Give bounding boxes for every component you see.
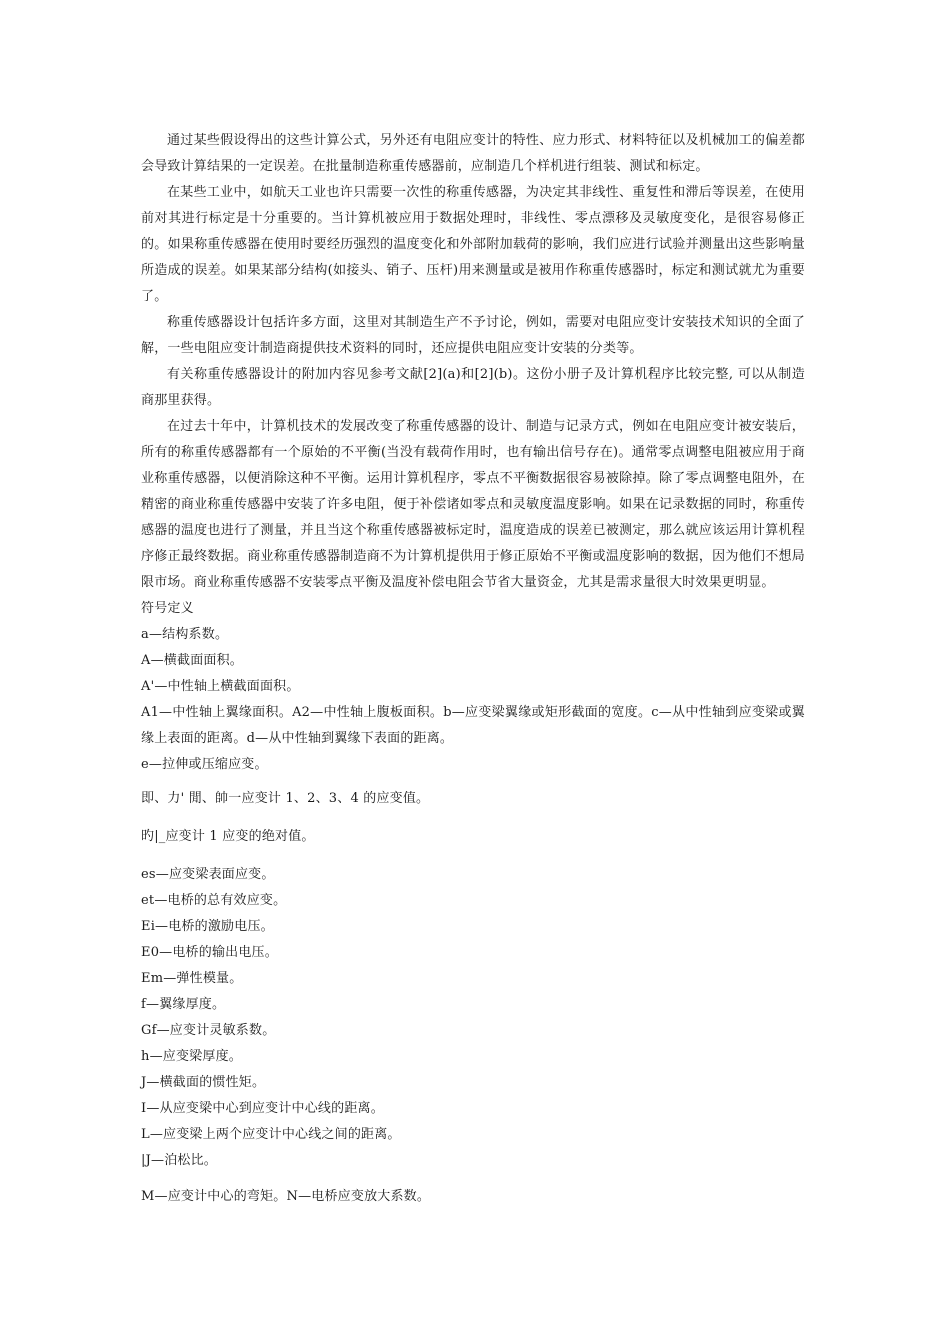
symbol-line: a—结构系数。	[141, 627, 229, 642]
symbol-line: f—翼缘厚度。	[141, 997, 226, 1012]
symbol-line: e—拉伸或压缩应变。	[141, 757, 268, 772]
symbols-heading: 符号定义	[141, 601, 194, 616]
symbol-line: L—应变梁上两个应变计中心线之间的距离。	[141, 1127, 401, 1142]
symbol-line: es—应变梁表面应变。	[141, 867, 275, 882]
symbol-line: et—电桥的总有效应变。	[141, 893, 287, 908]
symbol-line: 旳|_应变计 1 应变的绝对值。	[141, 829, 315, 844]
symbol-line: I—从应变梁中心到应变计中心线的距离。	[141, 1101, 384, 1116]
document-body	[141, 128, 805, 1210]
symbol-line: h—应变梁厚度。	[141, 1049, 242, 1064]
symbol-line: M—应变计中心的弯矩。N—电桥应变放大系数。	[141, 1189, 431, 1204]
symbol-line: A'—中性轴上横截面面积。	[141, 679, 300, 694]
paragraph-calibration-importance: 在某些工业中，如航天工业也许只需要一次性的称重传感器，为决定其非线性、重复性和滞后等误差，在使用前对其进行标定是十分重要的。当计算机被应用于数据处理时，非线性、零点漂移及灵敏度变化，是很容易修正的。如果称重传感器在使用时要经历强烈的温度变化和外部附加载荷的影响，我们应进行试验并测量出这些影响量所造成的误差。如果某部分结构(如接头、销子、压杆)用来测量或是被用作称重传感器时，标定和测试就尤为重要了。	[141, 185, 805, 304]
symbol-line: E0—电桥的输出电压。	[141, 945, 278, 960]
paragraph-references: 有关称重传感器设计的附加内容见参考文献[2](a)和[2](b)。这份小册子及计算机程序比较完整, 可以从制造商那里获得。	[141, 367, 805, 408]
paragraph-computer-technology: 在过去十年中，计算机技术的发展改变了称重传感器的设计、制造与记录方式，例如在电阻应变计被安装后，所有的称重传感器都有一个原始的不平衡(当没有载荷作用时，也有输出信号存在)。通常零点调整电阻被应用于商业称重传感器，以便消除这种不平衡。运用计算机程序，零点不平衡数据很容易被除掉。除了零点调整电阻外，在精密的商业称重传感器中安装了许多电阻，便于补偿诸如零点和灵敏度温度影响。如果在记录数据的同时，称重传感器的温度也进行了测量，并且当这个称重传感器被标定时，温度造成的误差已被测定，那么就应该运用计算机程序修正最终数据。商业称重传感器制造商不为计算机提供用于修正原始不平衡或温度影响的数据，因为他们不想局限市场。商业称重传感器不安装零点平衡及温度补偿电阻会节省大量资金，尤其是需求量很大时效果更明显。	[141, 419, 805, 590]
symbol-line: Gf—应变计灵敏系数。	[141, 1023, 276, 1038]
symbol-line: Em—弹性模量。	[141, 971, 243, 986]
symbol-line: A—横截面面积。	[141, 653, 243, 668]
paragraph-calculation-errors: 通过某些假设得出的这些计算公式，另外还有电阻应变计的特性、应力形式、材料特征以及机械加工的偏差都会导致计算结果的一定误差。在批量制造称重传感器前，应制造几个样机进行组装、测试和标定。	[141, 133, 805, 174]
symbol-line: Ei—电桥的激励电压。	[141, 919, 274, 934]
paragraph-design-aspects: 称重传感器设计包括许多方面，这里对其制造生产不予讨论，例如，需要对电阻应变计安装技术知识的全面了解，一些电阻应变计制造商提供技术资料的同时，还应提供电阻应变计安装的分类等。	[141, 315, 805, 356]
symbol-line: 即、力' 閒、帥一应变计 1、2、3、4 的应变值。	[141, 791, 430, 806]
symbol-line: A1—中性轴上翼缘面积。A2—中性轴上腹板面积。b—应变梁翼缘或矩形截面的宽度。c—从中性轴到应变梁或翼缘上表面的距离。d—从中性轴到翼缘下表面的距离。	[141, 705, 805, 746]
symbol-line: |J—泊松比。	[141, 1153, 217, 1168]
symbol-line: J—横截面的惯性矩。	[141, 1075, 266, 1090]
